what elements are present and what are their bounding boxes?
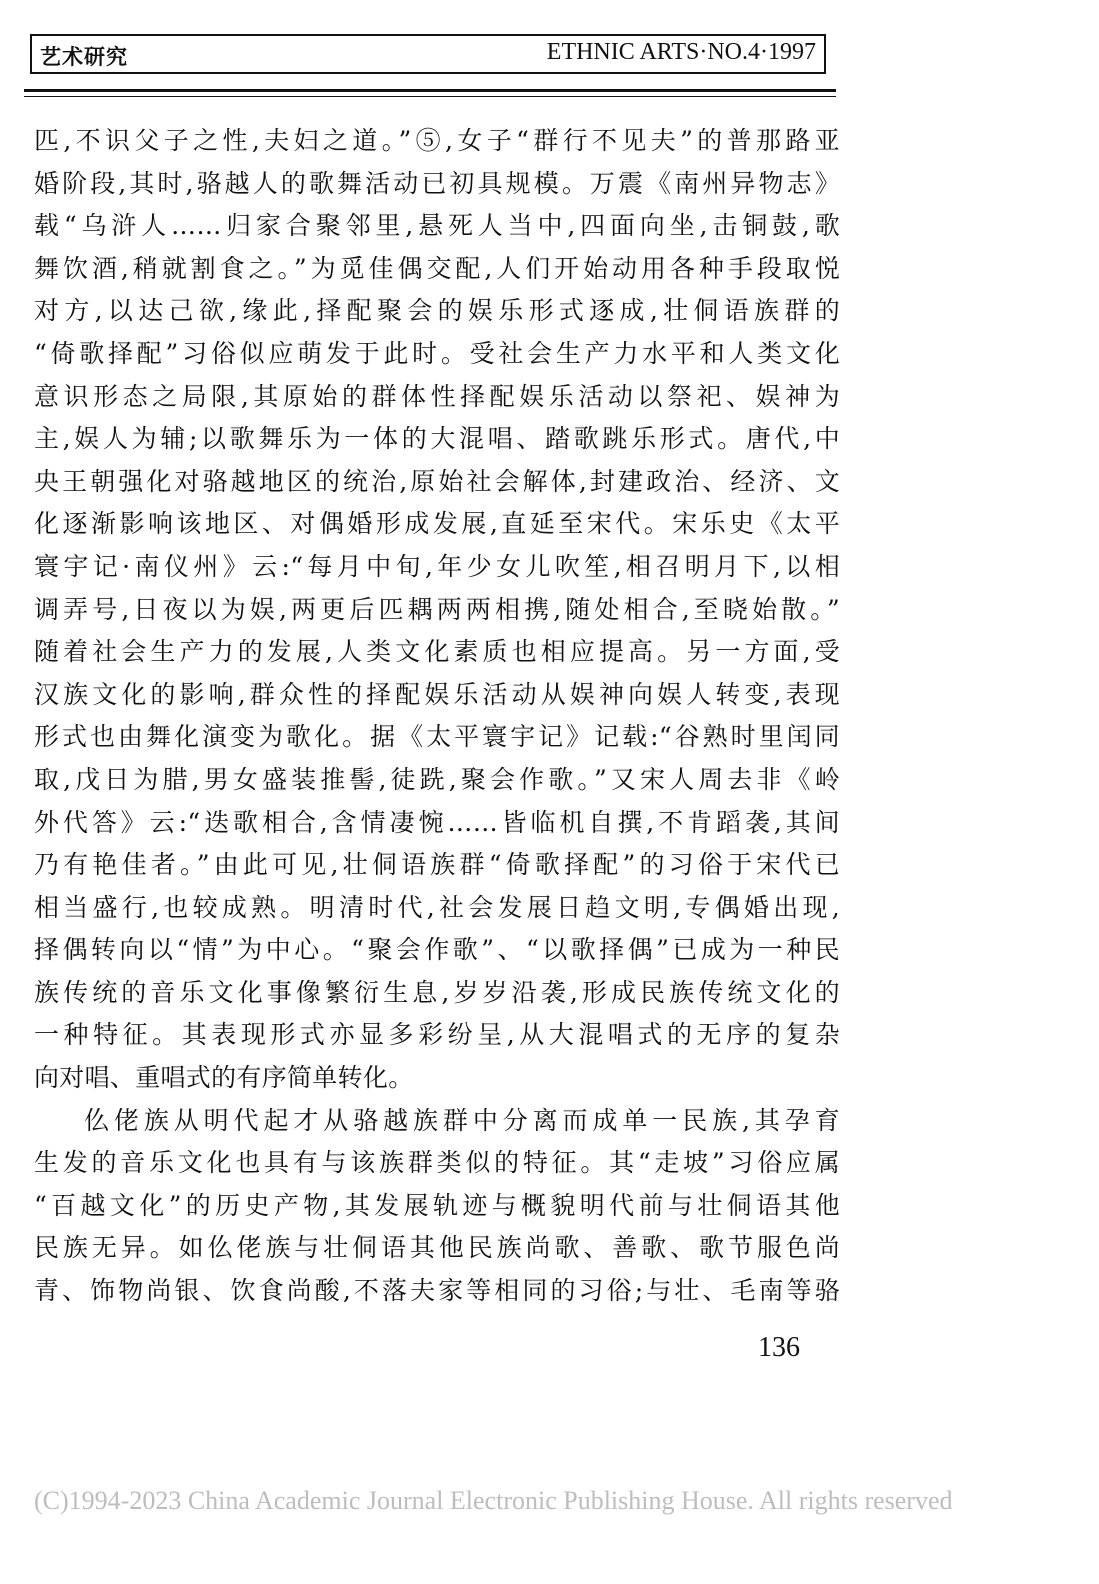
copyright-footer: (C)1994-2023 China Academic Journal Electronic Publishing House. All rights reserved (34, 1486, 953, 1515)
text-line: 匹,不识父子之性,夫妇之道。”⑤,女子“群行不见夫”的普那路亚 (34, 126, 840, 155)
text-line: 仫佬族从明代起才从骆越族群中分离而成单一民族,其孕育 (84, 1105, 840, 1135)
text-line: 化逐渐影响该地区、对偶婚形成发展,直延至宋代。宋乐史《太平 (34, 509, 840, 539)
text-line: 民族无异。如仫佬族与壮侗语其他民族尚歌、善歌、歌节服色尚 (34, 1233, 840, 1263)
text-line: 婚阶段,其时,骆越人的歌舞活动已初具规模。万震《南州异物志》 (34, 168, 840, 198)
text-line: 调弄号,日夜以为娱,两更后匹耦两两相携,随处相合,至晓始散。” (34, 594, 840, 624)
section-title: 艺术研究 (40, 45, 128, 69)
text-line: 乃有艳佳者。”由此可见,壮侗语族群“倚歌择配”的习俗于宋代已 (34, 850, 840, 880)
text-line: 取,戊日为腊,男女盛装推髻,徒跣,聚会作歌。”又宋人周去非《岭 (34, 764, 840, 794)
running-header (30, 34, 826, 74)
text-line: 对方,以达己欲,缘此,择配聚会的娱乐形式逐成,壮侗语族群的 (34, 296, 840, 326)
text-line: 主,娱人为辅;以歌舞乐为一体的大混唱、踏歌跳乐形式。唐代,中 (34, 424, 840, 454)
article-body (34, 120, 840, 1313)
journal-issue: ETHNIC ARTS·NO.4·1997 (546, 39, 816, 65)
text-line: 族传统的音乐文化事像繁衍生息,岁岁沿袭,形成民族传统文化的 (34, 977, 840, 1007)
text-line: 青、饰物尚银、饮食尚酸,不落夫家等相同的习俗;与壮、毛南等骆 (34, 1276, 840, 1306)
text-line: 生发的音乐文化也具有与该族群类似的特征。其“走坡”习俗应属 (34, 1148, 840, 1178)
text-line: “百越文化”的历史产物,其发展轨迹与概貌明代前与壮侗语其他 (34, 1190, 840, 1220)
text-line: 外代答》云:“迭歌相合,含情凄惋……皆临机自撰,不肯蹈袭,其间 (34, 807, 840, 837)
text-line: 向对唱、重唱式的有序简单转化。 (34, 1063, 414, 1093)
text-line: 随着社会生产力的发展,人类文化素质也相应提高。另一方面,受 (34, 637, 840, 667)
page-number: 136 (758, 1332, 800, 1363)
text-line: “倚歌择配”习俗似应萌发于此时。受社会生产力水平和人类文化 (34, 338, 840, 368)
text-line: 载“乌浒人……归家合聚邻里,悬死人当中,四面向坐,击铜鼓,歌 (34, 211, 840, 241)
text-line: 舞饮酒,稍就割食之。”为觅佳偶交配,人们开始动用各种手段取悦 (34, 253, 840, 283)
text-line: 择偶转向以“情”为中心。“聚会作歌”、“以歌择偶”已成为一种民 (34, 935, 840, 965)
text-line: 寰宇记·南仪州》云:“每月中旬,年少女儿吹笙,相召明月下,以相 (34, 551, 840, 581)
text-line: 形式也由舞化演变为歌化。据《太平寰宇记》记载:“谷熟时里闰同 (34, 722, 840, 752)
text-line: 汉族文化的影响,群众性的择配娱乐活动从娱神向娱人转变,表现 (34, 679, 840, 709)
header-rule-thin (24, 96, 836, 97)
text-line: 一种特征。其表现形式亦显多彩纷呈,从大混唱式的无序的复杂 (34, 1020, 840, 1050)
text-line: 央王朝强化对骆越地区的统治,原始社会解体,封建政治、经济、文 (34, 466, 840, 496)
text-line: 意识形态之局限,其原始的群体性择配娱乐活动以祭祀、娱神为 (34, 381, 840, 411)
header-rule-thick (24, 89, 836, 92)
text-line: 相当盛行,也较成熟。明清时代,社会发展日趋文明,专偶婚出现, (34, 892, 840, 922)
